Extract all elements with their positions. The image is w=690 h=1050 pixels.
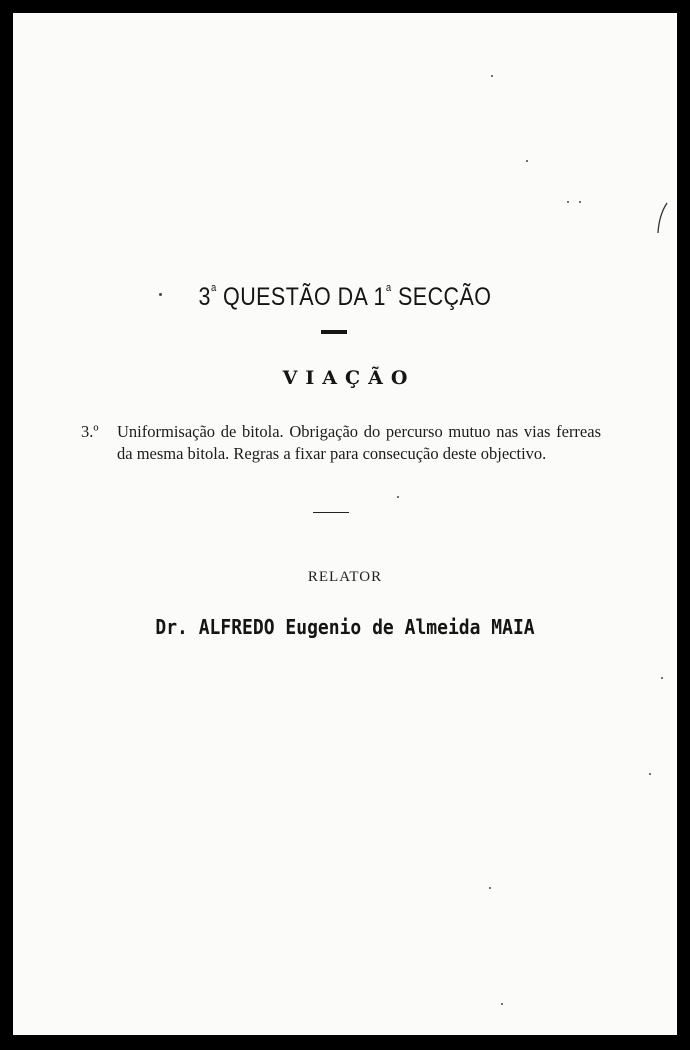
thick-divider xyxy=(321,330,347,334)
title-end: SECÇÃO xyxy=(398,283,492,311)
scan-speck xyxy=(649,773,651,775)
scan-speck xyxy=(159,293,162,296)
item-paragraph xyxy=(81,421,601,465)
scan-speck xyxy=(526,160,528,162)
scan-mark xyxy=(653,201,673,241)
document-page xyxy=(13,13,677,1035)
subtitle: VIAÇÃO xyxy=(282,367,416,389)
title-superscript-2: a xyxy=(385,282,392,294)
title-text: QUESTÃO DA 1 xyxy=(223,283,386,311)
title-superscript-1: a xyxy=(210,282,217,294)
item-number: 3.º xyxy=(81,422,99,441)
scan-speck xyxy=(661,677,663,679)
author-name: Dr. ALFREDO Eugenio de Almeida MAIA xyxy=(155,615,535,639)
scan-speck xyxy=(567,201,569,203)
title-number: 3 xyxy=(198,283,211,311)
item-text: Uniformisação de bitola. Obrigação do percurso mutuo nas vias ferreas da mesma bitola. Regras a fixar para consecução deste objectivo. xyxy=(117,422,601,463)
scan-speck xyxy=(579,201,581,203)
thin-divider xyxy=(313,512,349,513)
relator-label: RELATOR xyxy=(307,569,383,585)
scan-speck xyxy=(491,75,493,77)
scan-speck xyxy=(397,496,399,498)
scan-speck xyxy=(489,887,491,889)
scan-speck xyxy=(501,1003,503,1005)
section-title xyxy=(59,283,630,312)
